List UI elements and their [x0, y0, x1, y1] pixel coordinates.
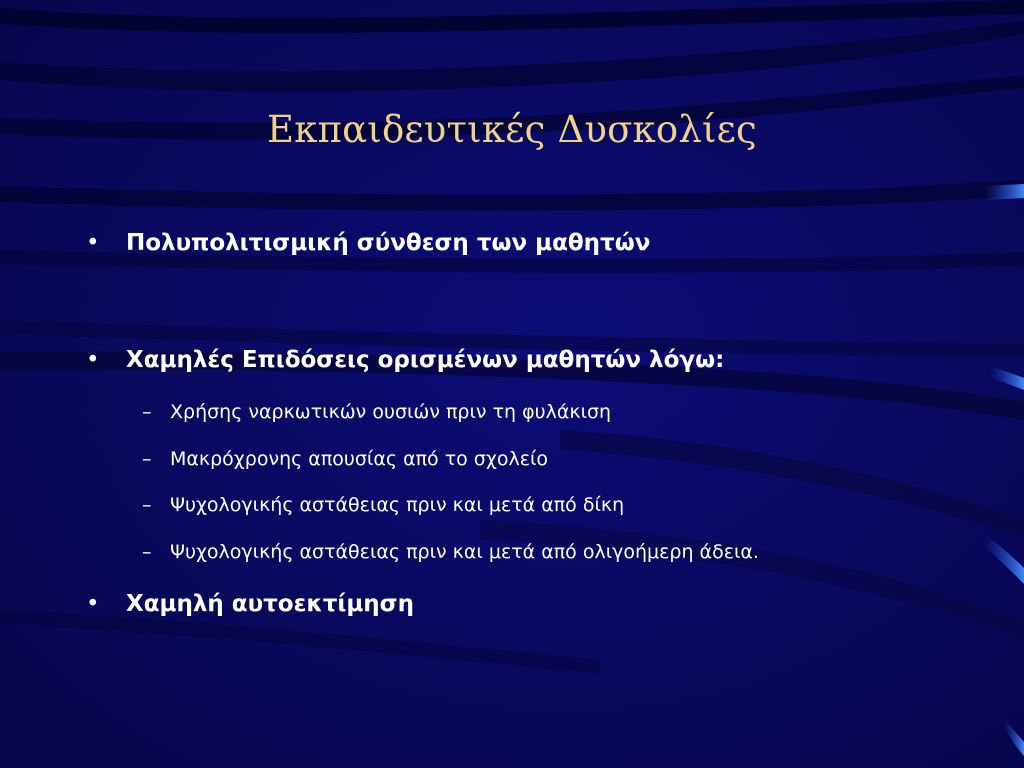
wave-band — [560, 430, 1024, 538]
wave-band — [0, 610, 600, 674]
sub-bullet-item — [142, 494, 624, 516]
wave-band — [0, 180, 1024, 211]
sub-bullet-marker: – — [142, 448, 152, 470]
bullet-item — [86, 347, 724, 373]
wave-band — [0, 0, 1024, 33]
bullet-text: Χαμηλές Επιδόσεις ορισμένων μαθητών λόγω: — [126, 347, 725, 373]
sub-bullet-text: Ψυχολογικής αστάθειας πριν και μετά από ολιγοήμερη άδεια. — [170, 541, 759, 563]
sub-bullet-marker: – — [142, 541, 152, 563]
bullet-text: Πολυπολιτισμική σύνθεση των μαθητών — [126, 230, 651, 256]
bullet-text: Χαμηλή αυτοεκτίμηση — [126, 591, 414, 617]
sub-bullet-item — [142, 541, 759, 563]
slide-title: Εκπαιδευτικές Δυσκολίες — [267, 108, 757, 151]
sub-bullet-text: Χρήσης ναρκωτικών ουσιών πριν τη φυλάκιση — [170, 401, 612, 423]
bullet-marker: • — [86, 230, 100, 256]
wave-band — [480, 520, 1024, 640]
edge-accent — [990, 366, 1024, 390]
sub-bullet-text: Ψυχολογικής αστάθειας πριν και μετά από δίκη — [170, 494, 625, 516]
edge-accent — [1004, 718, 1024, 756]
bullet-item — [86, 230, 650, 256]
sub-bullet-item — [142, 401, 611, 423]
sub-bullet-marker: – — [142, 494, 152, 516]
edge-accent — [984, 534, 1024, 584]
edge-accent — [984, 184, 1024, 200]
bullet-item — [86, 591, 414, 617]
bullet-marker: • — [86, 347, 100, 373]
sub-bullet-item — [142, 448, 548, 470]
bullet-marker: • — [86, 591, 100, 617]
sub-bullet-text: Μακρόχρονης απουσίας από το σχολείο — [170, 448, 549, 470]
sub-bullet-marker: – — [142, 401, 152, 423]
